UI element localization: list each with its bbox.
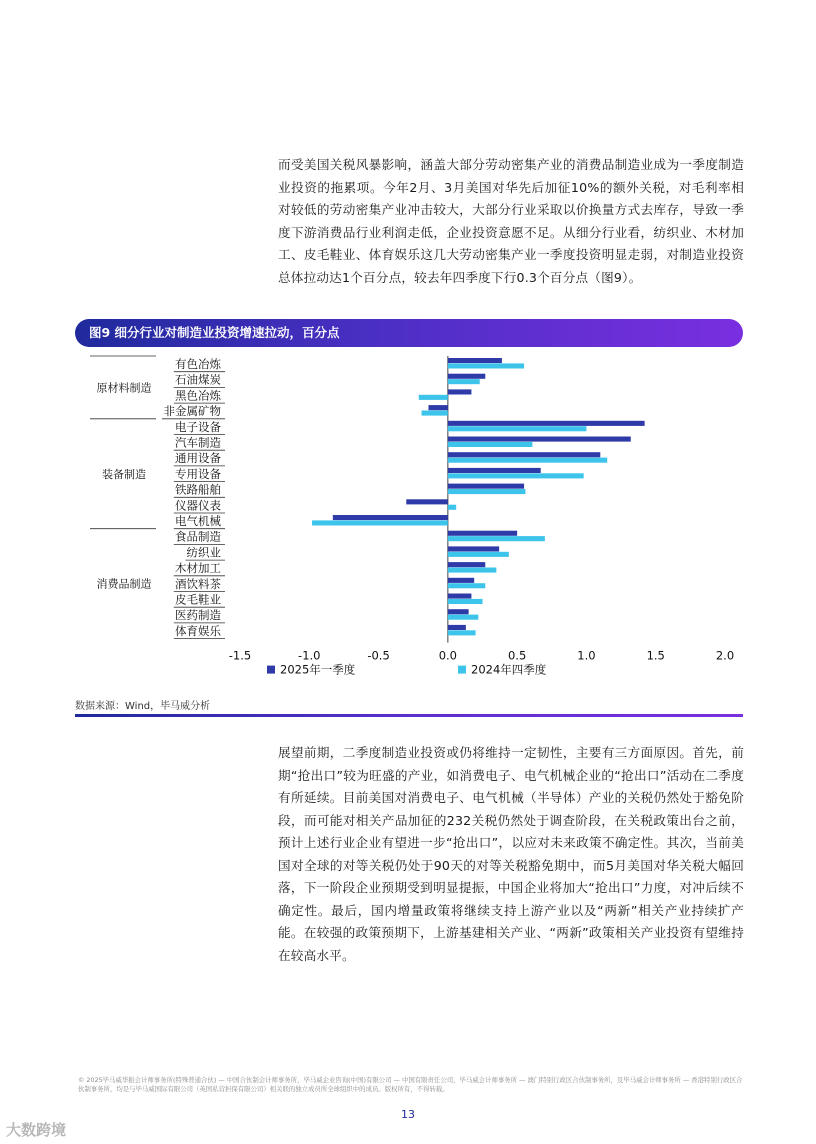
data-source: 数据来源：Wind，毕马威分析 — [75, 701, 211, 712]
x-tick-label: 1.0 — [577, 648, 596, 663]
bar — [448, 363, 524, 368]
bar — [312, 520, 448, 525]
bar — [448, 630, 476, 635]
bar — [448, 458, 607, 463]
bar — [448, 505, 456, 510]
bar — [448, 437, 631, 442]
bar — [448, 442, 533, 447]
category-label: 石油煤炭 — [175, 372, 221, 387]
figure-title: 图9 细分行业对制造业投资增速拉动，百分点 — [75, 319, 743, 347]
bar — [448, 615, 478, 620]
divider — [75, 714, 743, 717]
group-label: 装备制造 — [102, 467, 146, 481]
bar — [419, 395, 448, 400]
watermark: 大数跨境 — [6, 1121, 67, 1139]
x-tick-label: -1.0 — [298, 648, 321, 663]
bar — [448, 452, 600, 457]
x-tick-label: -1.5 — [228, 648, 252, 663]
category-label: 电子设备 — [175, 419, 221, 434]
bar — [406, 499, 448, 504]
bar — [448, 484, 524, 489]
category-label: 电气机械 — [175, 514, 221, 528]
bar — [428, 405, 447, 410]
outlook-paragraph: 展望前期，二季度制造业投资或仍将维持一定韧性，主要有三方面原因。首先，前期“抢出口”较为旺盛的产业，如消费电子、电气机械企业的“抢出口”活动在二季度有所延续。目前美国对消费电子、电气机械（半导体）产业的关税仍然处于豁免阶段，而可能对相关产品加征的232关税仍然处于调查阶段，在关税政策出台之前，预计上述行业企业有望进一步“抢出口”，以应对未来政策不确定性。其次，当前美国对全球的对等关税仍处于90天的对等关税豁免期中，而5月美国对华关税大幅回落，下一阶段企业预期受到明显提振，中国企业将加大“抢出口”力度，对冲后续不确定性。最后，国内增量政策将继续支持上游产业以及“两新”相关产业持续扩产能。在较强的政策预期下，上游基建相关产业、“两新”政策相关产业投资有望维持在较高水平。 — [278, 745, 744, 963]
bar — [448, 599, 483, 604]
bar — [422, 411, 448, 416]
bar — [448, 546, 499, 551]
bar — [448, 578, 474, 583]
bar — [448, 583, 485, 588]
bar — [448, 562, 485, 567]
category-label: 体育娱乐 — [175, 623, 221, 638]
bar — [448, 531, 517, 536]
legend-label: 2025年一季度 — [280, 662, 356, 677]
category-label: 有色冶炼 — [175, 357, 221, 371]
bar — [333, 515, 448, 520]
copyright-footer: © 2025毕马威华振会计师事务所(特殊普通合伙) — 中国合伙制会计师事务所，毕马威企业咨询(中国)有限公司 — 中国有限责任公司，毕马威会计师事务所 — 澳门特别行政区合伙制事务所，及毕马威会计师事务所 — 香港特别行政区合伙制事务所，均是与毕马威国际有限公司（英国私营担保有限公司）相关联的独立成员所全球组织中的成员。版权所有，不得转载。 — [78, 1076, 743, 1093]
bar — [448, 389, 472, 394]
bar — [448, 552, 509, 557]
category-label: 通用设备 — [175, 451, 221, 466]
category-label: 黑色冶炼 — [175, 388, 221, 403]
bar — [448, 594, 472, 599]
bar — [448, 609, 469, 614]
legend-swatch — [458, 666, 466, 674]
bar — [448, 468, 541, 473]
bar — [448, 374, 485, 379]
category-label: 纺织业 — [186, 545, 221, 560]
x-tick-label: 0.5 — [507, 648, 527, 663]
category-label: 专用设备 — [175, 466, 221, 481]
intro-paragraph: 而受美国关税风暴影响，涵盖大部分劳动密集产业的消费品制造业成为一季度制造业投资的拖累项。今年2月、3月美国对华先后加征10%的额外关税，对毛利率相对较低的劳动密集产业冲击较大，大部分行业采取以价换量方式去库存，导致一季度下游消费品行业利润走低，企业投资意愿不足。从细分行业看，纺织业、木材加工、皮毛鞋业、体育娱乐这几大劳动密集产业一季度投资明显走弱，对制造业投资总体拉动达1个百分点，较去年四季度下行0.3个百分点（图9）。 — [278, 157, 744, 285]
bar — [448, 536, 545, 541]
category-label: 汽车制造 — [175, 435, 221, 450]
bar — [448, 421, 645, 426]
bar — [448, 625, 466, 630]
category-label: 非金属矿物 — [163, 404, 221, 419]
category-label: 木材加工 — [175, 561, 221, 576]
category-label: 食品制造 — [175, 529, 221, 544]
x-tick-label: 1.5 — [646, 648, 665, 663]
bar — [448, 379, 480, 384]
bar — [448, 568, 497, 573]
category-label: 医药制造 — [175, 608, 221, 623]
bar — [448, 358, 502, 363]
x-tick-label: 2.0 — [715, 648, 735, 663]
category-label: 皮毛鞋业 — [175, 592, 221, 607]
bar — [448, 426, 587, 431]
x-tick-label: 0.0 — [438, 648, 458, 663]
bar — [448, 473, 584, 478]
bar — [448, 489, 526, 494]
legend-label: 2024年四季度 — [471, 662, 547, 677]
page-number: 13 — [401, 1108, 415, 1121]
x-tick-label: -0.5 — [367, 648, 390, 663]
group-label: 消费品制造 — [96, 577, 152, 591]
bar-chart — [70, 352, 750, 694]
legend-swatch — [267, 666, 275, 674]
group-label: 原材料制造 — [96, 381, 152, 395]
category-label: 酒饮料茶 — [175, 576, 221, 591]
category-label: 铁路船舶 — [175, 482, 221, 497]
category-label: 仪器仪表 — [175, 498, 221, 513]
